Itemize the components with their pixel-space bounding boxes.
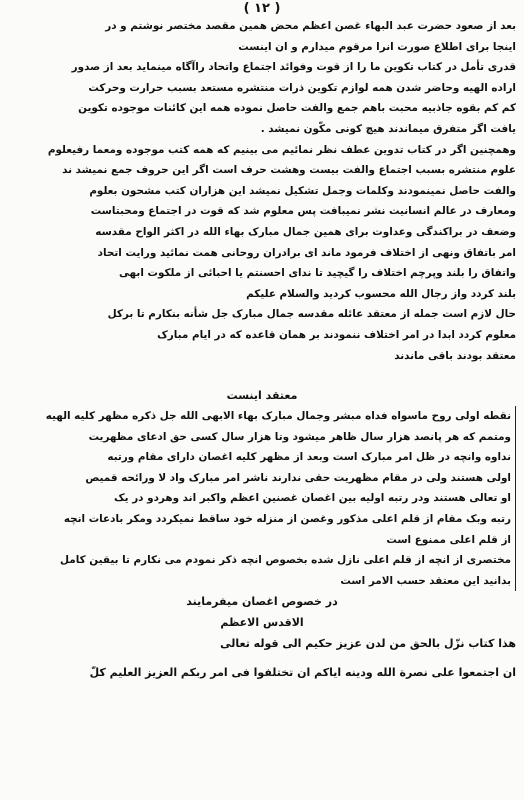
text-line: والفت حاصل نمینمودند وکلمات وجمل تشکیل نمیشد این هزاران کتب مشحون بعلوم [89,184,516,197]
text-line: مختصری از انچه از قلم اعلی نازل شده بخصوص انچه ذکر نمودم می نکارم تا بیقین کامل [60,554,511,567]
text-line: نداوه وانچه در ظل امر مبارک است وبعد از مظهر کلیه اغصان دارای مقام ورتبه [107,451,511,464]
quote-line: ان اجتمعوا علی نصرة الله ودینه ایاکم ان تختلفوا فی امر ربکم العزیز العلیم کلّ [89,666,516,680]
text-line: امر باتفاق ونهی از اختلاف فرمود ماند ای برادران روحانی همت نمائید ورایت اتحاد [97,246,516,259]
text-line: وضعف در براکندگی وعداوت برای همین جمال مبارک بهاء الله در اکثر الواح مقدسه [95,225,516,238]
quote-line: هذا کتاب نزّل بالحق من لدن عزیز حکیم الی قوله تعالی [220,637,516,651]
text-line: واتفاق را بلند وپرچم اختلاف را گیچید تا ندای احسنتم یا احبائی از ملکوت ابهی [119,267,516,280]
section-title: معتقد اینست [226,389,298,403]
text-line: بدانید این معتقد حسب الامر است [340,574,511,587]
text-line: قدری تأمل در کتاب تکوین ما را از قوت وفوائد اجتماع واتحاد راآگاه مینماید بعد از صدور [71,61,516,74]
paragraph-intro [8,16,516,140]
text-line: بعد از صعود حضرت عبد البهاء غصن اعظم محض همین مقصد مختصر نوشتم و در [105,20,516,32]
text-line: نقطه اولی روح ماسواه فداه مبشر وجمال مبارک بهاء الابهی الله جل ذکره مظهر کلیه الهیه [45,410,511,423]
text-line: کم کم بقوه جاذبیه محبت باهم جمع والفت حاصل نموده همه این کائنات موجوده تکوین [78,102,516,115]
tail-intro: در خصوص اغصان میفرمایند [186,595,338,609]
text-line: از قلم اعلی ممنوع است [386,533,511,546]
text-line: علوم منتشره بسبب اجتماع والفت بیست وهشت حرف است اگر این حروف جمع نمیشد ند [62,164,516,177]
creed-block [8,406,516,591]
text-line: اولی هستند ولی در مقام مظهریت حقی ندارند ناشر امر مبارک واد لا ورائحه قمیص [85,471,511,484]
text-line: او تعالی هستند ودر رتبه اولیه بین اغصان غصنین اعظم واکبر اند وهردو در یک [114,492,511,505]
text-line: معلوم کردد ابدا در امر اختلاف ننمودند بر همان قاعده که در ایام مبارک [157,328,516,341]
text-line: رتبه وبک مقام از قلم اعلی مذکور وغصن از منزله خود ساقط نمیکردد ومکر بادعات انچه [63,513,511,526]
text-line: حال لازم است جمله از معتقد عائله مقدسه جمال مبارک جل شأنه بنکارم تا برکل [107,308,516,321]
paragraph-unity [8,140,516,305]
text-line: معتقد بودند باقی ماندند [394,349,516,362]
text-line: یافت اگر متفرق میماندند هیچ کونی مکّون نمیشد . [260,122,516,135]
text-line: اینجا برای اطلاع صورت انرا مرقوم میدارم و ان اینست [238,40,516,53]
text-line: ومعارف در عالم انسانیت نشر نمیبافت پس معلوم شد که قوت در اجتماع ومحبتاست [90,205,516,218]
paragraph-family [8,304,516,366]
text-line: ومتمم که هر پانصد هزار سال ظاهر میشود وتا هزار سال کسی حق ادعای مظهریت [88,430,511,443]
page-number: ( ۱۲ ) [243,1,281,16]
text-line: بلند کردد واز رجال الله محسوب کردید والسلام علیکم [246,287,516,300]
tail-heading: الاقدس الاعظم [220,616,304,630]
text-line: اراده الهیه وحاضر شدن همه لوازم تکوین ذرات منتشره مستعد بسبب حرارت وحرکت [88,81,516,94]
text-line: وهمچنین اگر در کتاب تدوین عطف نظر نمائیم می بینیم که همه کتب موجوده ومعما رفیعلوم [47,143,516,156]
